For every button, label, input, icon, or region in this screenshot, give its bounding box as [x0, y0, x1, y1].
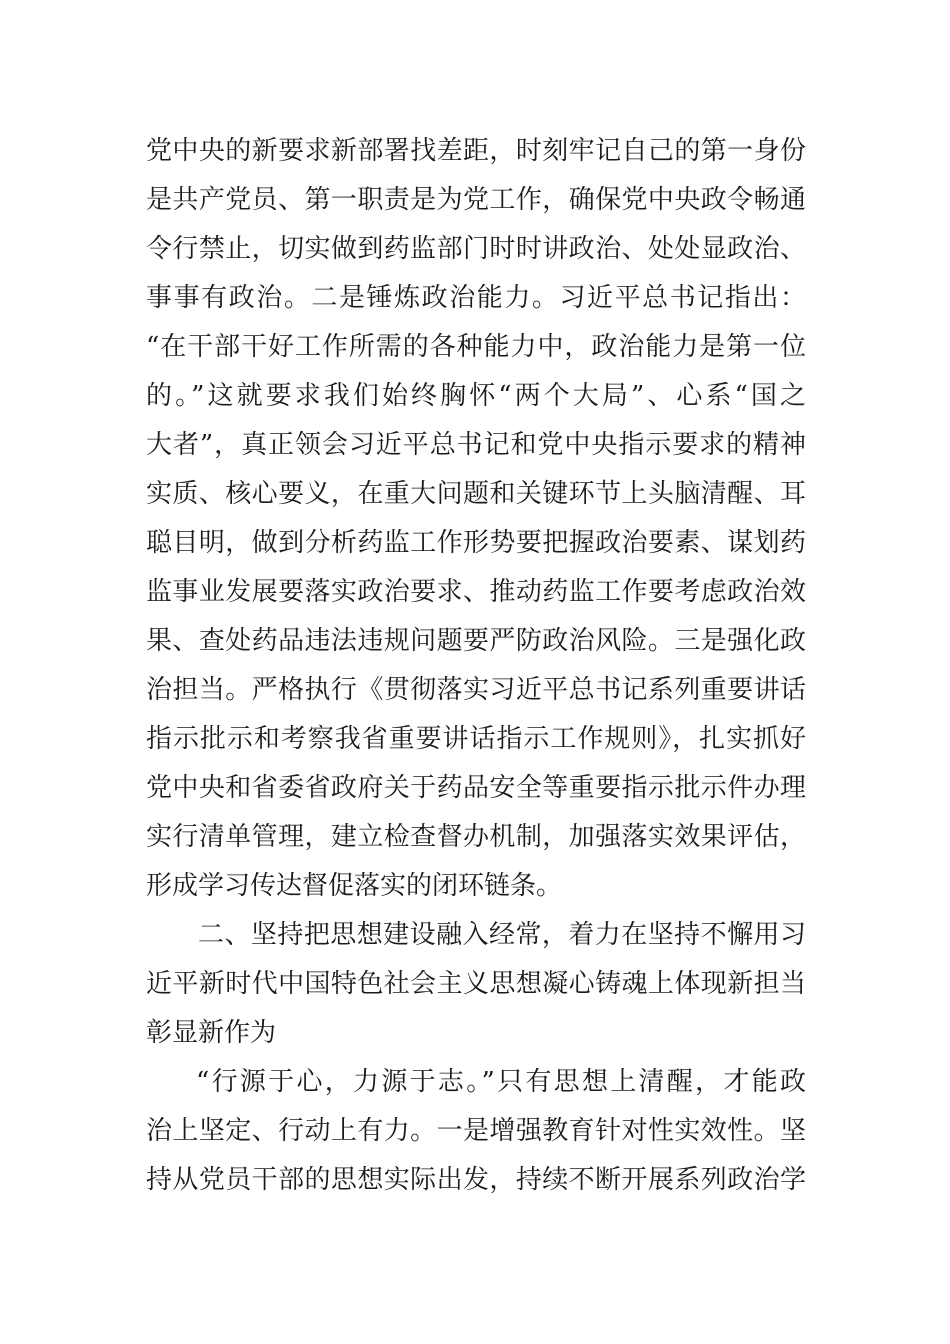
text-line: 实质、核心要义，在重大问题和关键环节上头脑清醒、耳: [146, 479, 806, 509]
text-line: 果、查处药品违法违规问题要严防政治风险。三是强化政: [146, 626, 806, 656]
text-line: 实行清单管理，建立检查督办机制，加强落实效果评估，: [146, 822, 806, 852]
text-line: 聪目明，做到分析药监工作形势要把握政治要素、谋划药: [146, 528, 806, 558]
text-line: 党中央和省委省政府关于药品安全等重要指示批示件办理: [146, 773, 806, 803]
text-line: “行源于心，力源于志。”只有思想上清醒，才能政: [196, 1067, 806, 1097]
text-line: 事事有政治。二是锤炼政治能力。习近平总书记指出：: [146, 283, 806, 313]
text-line: 指示批示和考察我省重要讲话指示工作规则》，扎实抓好: [146, 724, 806, 754]
text-line: 令行禁止，切实做到药监部门时时讲政治、处处显政治、: [146, 234, 806, 264]
text-line: 治上坚定、行动上有力。一是增强教育针对性实效性。坚: [146, 1116, 806, 1146]
text-line: “在干部干好工作所需的各种能力中，政治能力是第一位: [146, 332, 806, 362]
text-line: 形成学习传达督促落实的闭环链条。: [146, 871, 563, 901]
section-heading-line: 二、坚持把思想建设融入经常，着力在坚持不懈用习: [198, 920, 806, 950]
section-heading-line: 彰显新作为: [146, 1018, 277, 1048]
document-body: [146, 127, 806, 1205]
text-line: 持从党员干部的思想实际出发，持续不断开展系列政治学: [146, 1165, 806, 1195]
text-line: 大者”，真正领会习近平总书记和党中央指示要求的精神: [146, 430, 806, 460]
text-line: 的。”这就要求我们始终胸怀“两个大局”、心系“国之: [146, 381, 806, 411]
section-heading-line: 近平新时代中国特色社会主义思想凝心铸魂上体现新担当: [146, 969, 806, 999]
text-line: 党中央的新要求新部署找差距，时刻牢记自己的第一身份: [146, 136, 806, 166]
text-line: 是共产党员、第一职责是为党工作，确保党中央政令畅通: [146, 185, 806, 215]
text-line: 治担当。严格执行《贯彻落实习近平总书记系列重要讲话: [146, 675, 806, 705]
text-line: 监事业发展要落实政治要求、推动药监工作要考虑政治效: [146, 577, 806, 607]
